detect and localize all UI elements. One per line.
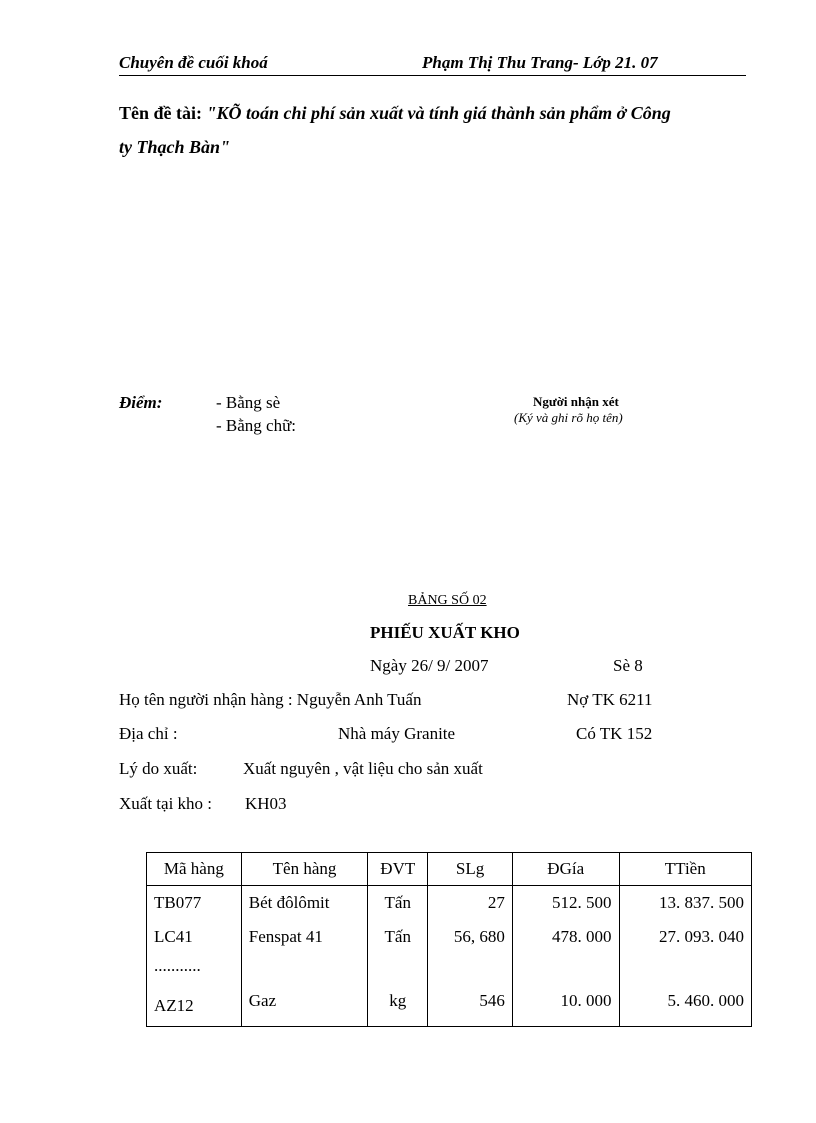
form-date: Ngày 26/ 9/ 2007 bbox=[370, 656, 489, 675]
cell-price bbox=[512, 954, 619, 976]
header-right: Phạm Thị Thu Trang- Lớp 21. 07 bbox=[422, 53, 658, 72]
topic-line-1 bbox=[119, 103, 671, 124]
table-row bbox=[147, 886, 752, 921]
score-by-number: - Bằng sè bbox=[216, 393, 281, 412]
cell-unit: Tấn bbox=[368, 886, 428, 921]
cell-name: Gaz bbox=[241, 976, 368, 1027]
cell-code: TB077 bbox=[147, 886, 242, 921]
reason-value: Xuất nguyên , vật liệu cho sản xuất bbox=[243, 759, 483, 778]
col-header-qty: SLg bbox=[428, 853, 513, 886]
col-header-price: ĐGía bbox=[512, 853, 619, 886]
cell-total: 5. 460. 000 bbox=[619, 976, 751, 1027]
reviewer-note: (Ký và ghi rõ họ tên) bbox=[514, 410, 623, 425]
cell-qty: 546 bbox=[428, 976, 513, 1027]
cell-qty bbox=[428, 954, 513, 976]
cell-qty: 56, 680 bbox=[428, 920, 513, 954]
cell-unit: kg bbox=[368, 976, 428, 1027]
cell-price: 10. 000 bbox=[512, 976, 619, 1027]
credit-account: Có TK 152 bbox=[576, 724, 653, 743]
cell-code: AZ12 bbox=[147, 976, 242, 1027]
cell-price: 512. 500 bbox=[512, 886, 619, 921]
header-left: Chuyên đề cuối khoá bbox=[119, 53, 268, 72]
topic-title-1: "KÕ toán chi phí sản xuất và tính giá thành sản phẩm ở Công bbox=[206, 103, 671, 123]
cell-qty: 27 bbox=[428, 886, 513, 921]
cell-unit: Tấn bbox=[368, 920, 428, 954]
cell-total: 27. 093. 040 bbox=[619, 920, 751, 954]
address-value: Nhà máy Granite bbox=[338, 724, 456, 743]
table-row bbox=[147, 954, 752, 976]
warehouse-label: Xuất tại kho : bbox=[119, 794, 213, 813]
recipient-line: Họ tên người nhận hàng : Nguyễn Anh Tuấn bbox=[119, 690, 422, 709]
warehouse-value: KH03 bbox=[245, 794, 287, 813]
cell-unit bbox=[368, 954, 428, 976]
debit-account: Nợ TK 6211 bbox=[567, 690, 653, 709]
address-label: Địa chỉ : bbox=[119, 724, 178, 743]
col-header-unit: ĐVT bbox=[368, 853, 428, 886]
cell-code: ........... bbox=[147, 954, 242, 976]
col-header-code: Mã hàng bbox=[147, 853, 242, 886]
reviewer-label: Người nhận xét bbox=[533, 394, 619, 409]
cell-name: Fenspat 41 bbox=[241, 920, 368, 954]
cell-total bbox=[619, 954, 751, 976]
cell-name bbox=[241, 954, 368, 976]
table-row bbox=[147, 976, 752, 1027]
score-label: Điểm: bbox=[119, 393, 163, 412]
topic-label: Tên đề tài: bbox=[119, 103, 207, 123]
table-row bbox=[147, 920, 752, 954]
table-header-row bbox=[147, 853, 752, 886]
reason-label: Lý do xuất: bbox=[119, 759, 198, 778]
col-header-total: TTiền bbox=[619, 853, 751, 886]
topic-title-2: ty Thạch Bàn" bbox=[119, 137, 231, 157]
topic-line-2 bbox=[119, 137, 230, 158]
cell-code: LC41 bbox=[147, 920, 242, 954]
cell-total: 13. 837. 500 bbox=[619, 886, 751, 921]
table-number: BẢNG SỐ 02 bbox=[408, 593, 487, 608]
form-title: PHIẾU XUẤT KHO bbox=[370, 623, 520, 642]
score-by-words: - Bằng chữ: bbox=[216, 416, 297, 435]
col-header-name: Tên hàng bbox=[241, 853, 368, 886]
items-table bbox=[146, 852, 752, 1027]
cell-name: Bét đôlômit bbox=[241, 886, 368, 921]
header-rule bbox=[119, 75, 746, 76]
form-number: Sè 8 bbox=[613, 656, 643, 675]
cell-price: 478. 000 bbox=[512, 920, 619, 954]
